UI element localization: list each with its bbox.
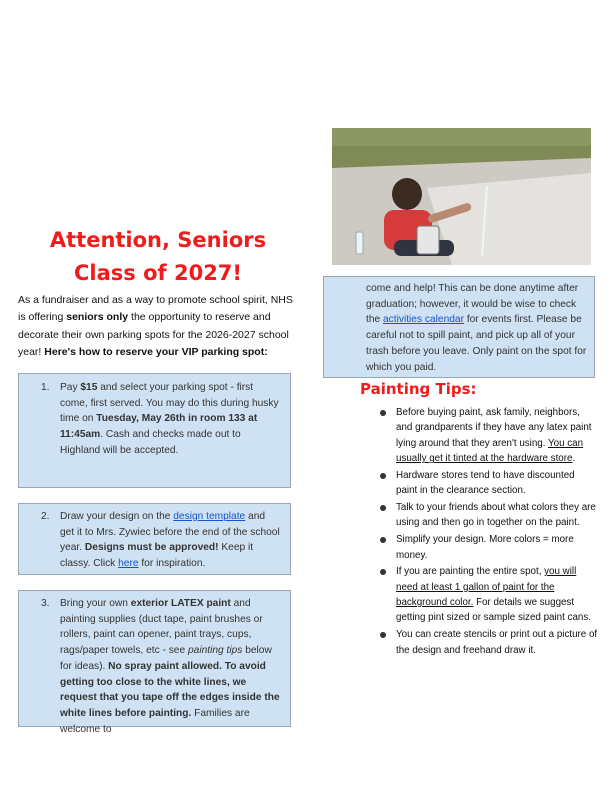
step-2-box — [18, 503, 291, 575]
step-1-text-b: and select your parking spot - first come, first served. You may do this during husky time on — [60, 382, 279, 425]
tip-1-text: Before buying paint, ask family, neighbors, and grandparents if they have any latex paint lying around that they aren't using. — [396, 407, 592, 449]
tip-4-text: Simplify your design. More colors = more money. — [396, 534, 574, 561]
intro-bold-how-to: Here's how to reserve your VIP parking spot: — [44, 345, 268, 358]
step-3-paint: exterior LATEX paint — [130, 598, 231, 609]
bullet-dot-icon — [380, 569, 386, 575]
step-2-text — [60, 509, 282, 572]
bullet-dot-icon — [380, 473, 386, 479]
intro-text: As a fundraiser and as a way to promote school spirit, NHS is offering — [18, 294, 293, 324]
bullet-dot-icon — [380, 632, 386, 638]
page-title-line1: Attention, Seniors — [49, 228, 267, 252]
tip-item — [376, 532, 598, 563]
step-3-painting-tips: painting tips — [187, 645, 243, 657]
step-3-text-b: and painting supplies (duct tape, paint brushes or rollers, paint can opener, paint trays, cups, rags/paper towels, etc - see — [60, 598, 263, 657]
step-2-text-c: Keep it classy. Click — [60, 542, 254, 570]
bullet-dot-icon — [380, 410, 386, 416]
activities-calendar-link[interactable]: activities calendar — [383, 314, 464, 326]
step-2-number: 2. — [41, 511, 50, 522]
step-2-text-d: for inspiration. — [138, 558, 206, 570]
step-1-text-a: Pay — [60, 382, 81, 393]
step-3-rules: No spray paint allowed. To avoid getting too close to the white lines, we request that you tape off the edges inside the white lines before painting. — [60, 660, 280, 719]
tip-5-text: If you are painting the entire spot, — [396, 566, 545, 578]
tip-3-text: Talk to your friends about what colors they are using and then go in together on the paint. — [396, 502, 596, 529]
painting-tips-heading: Painting Tips: — [360, 380, 477, 398]
step-3-box — [18, 590, 291, 735]
step-1-text-c: . Cash and checks made out to Highland will be accepted. — [60, 429, 241, 456]
intro-bold-seniors-only: seniors only — [66, 311, 129, 324]
design-template-link[interactable]: design template — [173, 511, 246, 522]
photo-illustration — [332, 128, 591, 265]
tip-1-end: . — [572, 453, 576, 465]
tip-1-underline: You can usually get it tinted at the hardware store — [396, 437, 584, 465]
step-1-number: 1. — [41, 382, 50, 393]
step-3-text — [60, 596, 282, 737]
student-painting-photo — [332, 128, 591, 265]
intro-paragraph — [18, 292, 296, 361]
bullet-dot-icon — [380, 537, 386, 543]
step-1-price: $15 — [80, 382, 98, 393]
tip-item — [376, 564, 598, 626]
step-1-text — [60, 380, 282, 459]
continued-text-b: for events first. Please be careful not to spill paint, and pick up all of your trash before you leave. Only paint on the spot for which you paid. — [366, 314, 587, 373]
step-3-text-d: Families are welcome to — [60, 707, 250, 735]
tip-item — [376, 405, 598, 467]
page-title-line2: Class of 2027! — [74, 261, 242, 285]
tip-5-end: For details we suggest getting pint sized or sample sized paint cans. — [396, 597, 591, 624]
tip-2-text: Hardware stores tend to have discounted paint in the clearance section. — [396, 469, 575, 497]
step-2-text-a: Draw your design on the — [60, 511, 174, 522]
step-2-approved: Designs must be approved! — [84, 542, 219, 554]
tip-item — [376, 627, 598, 658]
inspiration-link[interactable]: here — [118, 558, 139, 570]
step-3-text-a: Bring your own — [60, 598, 131, 609]
step-2-text-b: and get it to Mrs. Zywiec before the end of the school year. — [60, 511, 280, 554]
tip-item — [376, 500, 598, 531]
continued-text — [366, 281, 588, 375]
intro-text-cont: the opportunity to reserve and decorate their own parking spots for the 2026-2027 school year! — [18, 311, 289, 358]
painting-tips-list — [376, 405, 598, 659]
bullet-dot-icon — [380, 505, 386, 511]
continued-text-a: come and help! This can be done anytime after graduation; however, it would be wise to check the — [366, 283, 579, 326]
tip-item — [376, 468, 598, 499]
tip-5-underline: you will need at least 1 gallon of paint for the background color. — [396, 566, 577, 609]
step-1-date: Tuesday, May 26th in room 133 at 11:45am — [60, 413, 258, 441]
tip-6-text: You can create stencils or print out a picture of the design and freehand draw it. — [396, 629, 598, 656]
continued-box — [323, 276, 595, 378]
step-3-text-c: below for ideas). — [60, 645, 272, 672]
step-1-box — [18, 373, 291, 488]
step-3-number: 3. — [41, 598, 50, 609]
